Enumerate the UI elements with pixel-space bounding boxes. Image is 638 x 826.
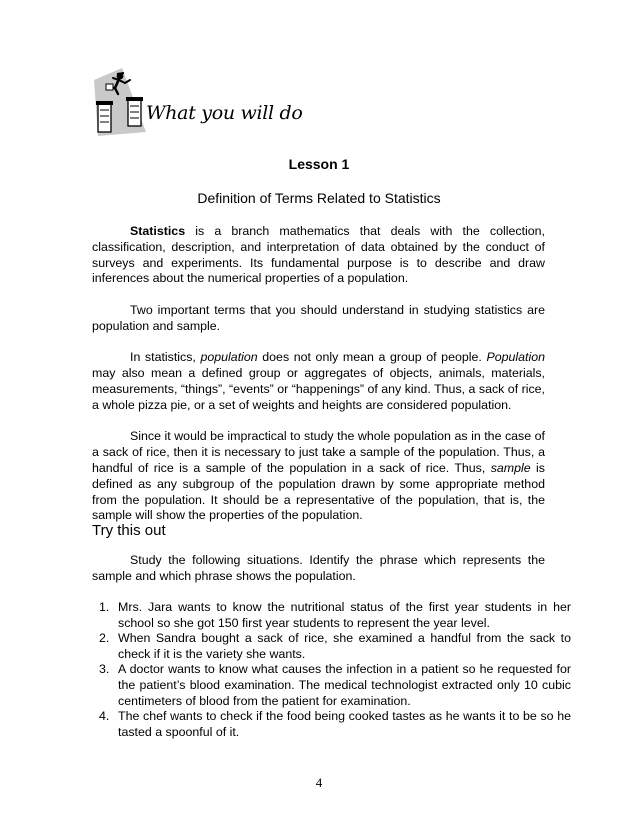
term-sample: sample: [490, 460, 531, 475]
instructions-text: [92, 553, 545, 600]
page-number: 4: [315, 775, 323, 790]
paragraph-sample: [92, 429, 545, 524]
item-text: A doctor wants to know what causes the infection in a patient so he requested for the patient’s blood examination. The medical technologist extracted only 10 cubic centimeters of blood from the patient for examination.: [118, 662, 571, 708]
term-statistics: Statistics: [130, 224, 186, 238]
paragraph-text: In statistics,: [130, 350, 201, 365]
paragraph-population: [92, 350, 545, 413]
situations-list: [92, 600, 571, 740]
paragraph-text: is a branch mathematics that deals with the collection, classification, description, and interpretation of data obtained by the conduct of surveys and experiments. Its fundamental purpose is to describe and draw inferences about the numerical properties of a population.: [92, 224, 545, 286]
item-number: 2.: [99, 631, 110, 646]
lesson-subtitle: Definition of Terms Related to Statistics: [197, 190, 441, 206]
item-text: When Sandra bought a sack of rice, she examined a handful from the sack to check if it is the variety she wants.: [118, 631, 571, 661]
item-number: 1.: [99, 600, 110, 614]
term-population: Population: [486, 350, 545, 365]
term-population: population: [200, 350, 258, 365]
list-item: [99, 600, 571, 631]
item-text: The chef wants to check if the food being cooked tastes as he wants it to be so he tasted a spoonful of it.: [118, 709, 571, 739]
item-number: 4.: [99, 709, 110, 724]
paragraph-text: does not only mean a group of people.: [257, 350, 487, 365]
try-this-out-heading: Try this out: [92, 522, 166, 539]
paragraph-text: is defined as any subgroup of the population drawn by some appropriate method from the population. It should be a representative of the population, that is, the sample will show the properties of the population.: [92, 460, 545, 523]
section-title: What you will do: [146, 102, 303, 124]
item-number: 3.: [99, 662, 110, 677]
paragraph-text: Since it would be impractical to study the whole population as in the case of a sack of rice, then it is necessary to just take a sample of the population. Thus, a handful of rice is a sample of the population in a sack of rice. Thus,: [92, 429, 545, 475]
intro-text: [92, 224, 545, 540]
list-item: [99, 662, 571, 709]
list-item: [99, 631, 571, 662]
section-header: [88, 66, 328, 138]
lesson-title: Lesson 1: [288, 156, 350, 172]
instructions: Study the following situations. Identify the phrase which represents the sample and which phrase shows the population.: [92, 553, 545, 583]
paragraph-text: may also mean a defined group or aggregates of objects, animals, materials, measurements, “things”, “events” or “happenings” of any kind. Thus, a sack of rice, a whole pizza pie, or a set of weights and heights are considered population.: [92, 366, 545, 412]
item-text: Mrs. Jara wants to know the nutritional status of the first year students in her school so she got 150 first year students to represent the year level.: [118, 600, 571, 630]
paragraph-statistics: [92, 224, 545, 287]
paragraph-terms: Two important terms that you should understand in studying statistics are population and sample.: [92, 302, 545, 333]
list-item: [99, 709, 571, 740]
